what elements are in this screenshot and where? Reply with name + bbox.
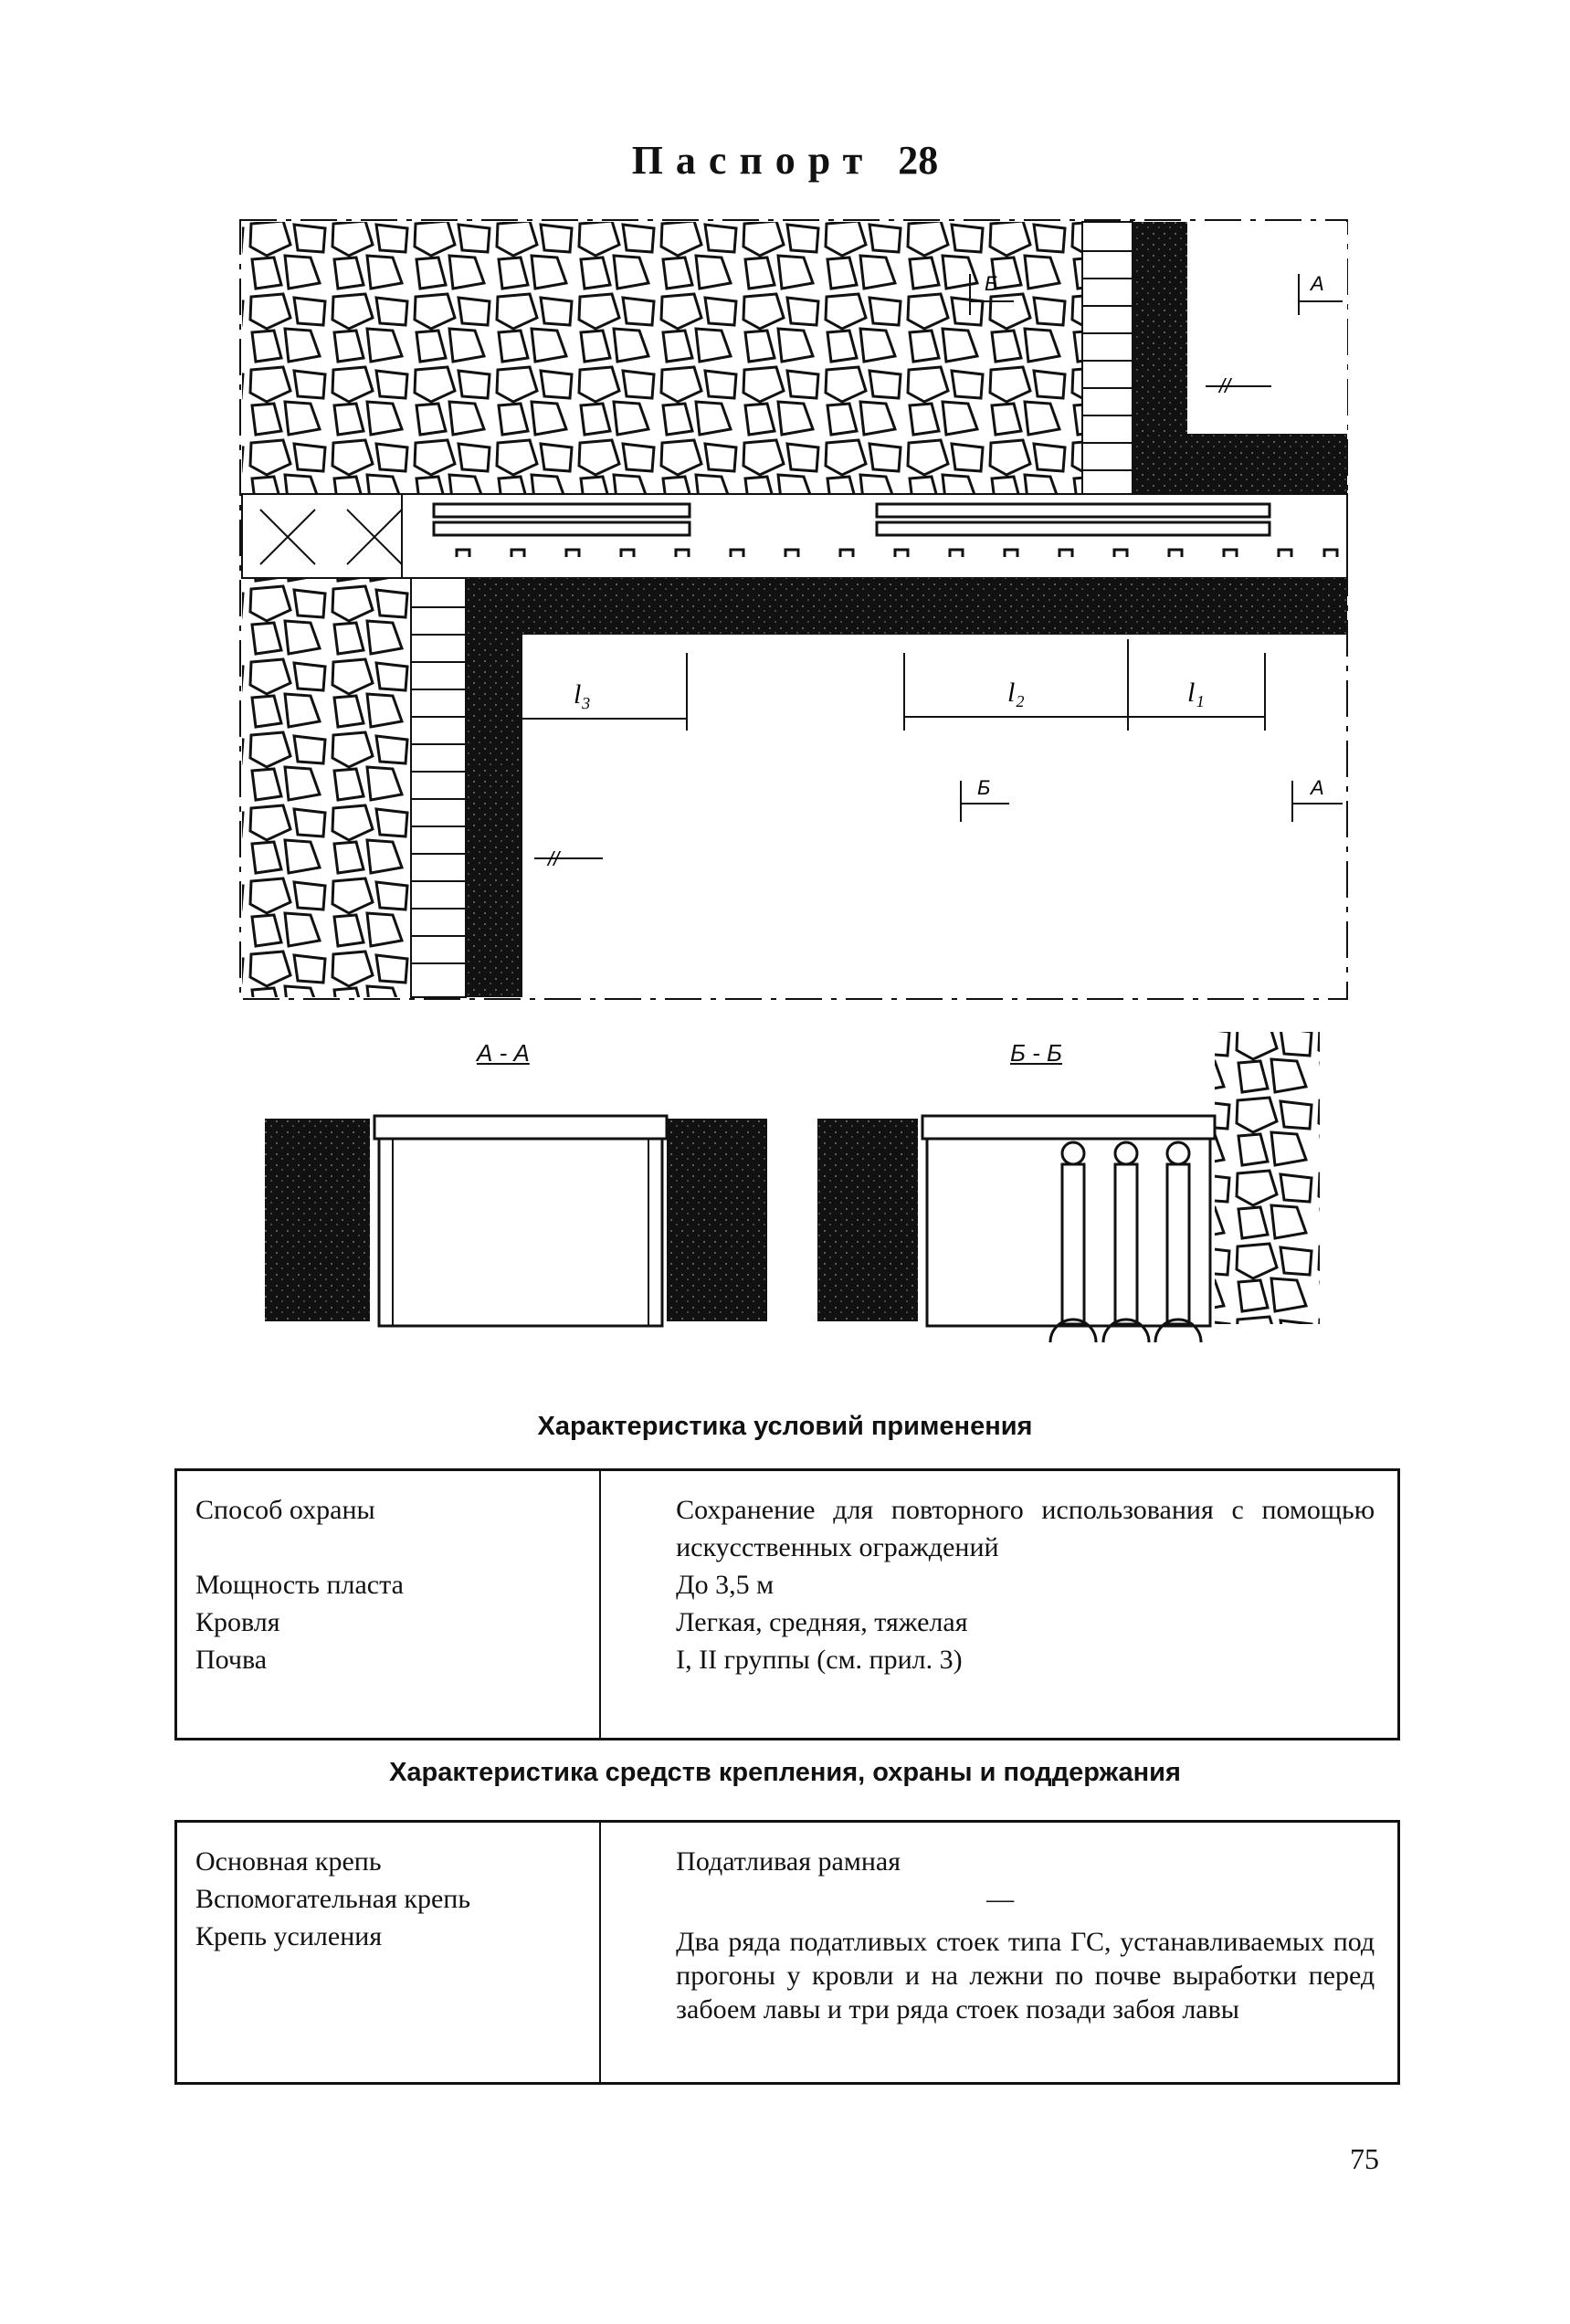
mark-b-top: Б <box>985 272 998 295</box>
support-table <box>174 1820 1400 2085</box>
dim-l3: l₃ <box>574 679 591 710</box>
dimension-lines <box>475 639 1265 731</box>
conditions-value: До 3,5 м <box>676 1570 774 1600</box>
title-word: Паспорт <box>631 138 876 183</box>
section-bb-drawing <box>817 1032 1320 1342</box>
support-heading: Характеристика средств крепления, охраны и поддержания <box>389 1758 1181 1787</box>
section-aa-label: А - А <box>477 1039 530 1067</box>
support-label: Крепь усиления <box>195 1921 383 1951</box>
section-bb-label: Б - Б <box>1010 1039 1062 1067</box>
conditions-label: Способ охраны <box>195 1495 375 1525</box>
direction-mark-bottom: // <box>548 847 560 870</box>
page-number: 75 <box>1350 2142 1379 2175</box>
conditions-heading: Характеристика условий применения <box>537 1412 1033 1441</box>
conditions-label: Почва <box>195 1645 268 1675</box>
support-value: — <box>986 1884 1015 1914</box>
dim-l1: l₁ <box>1187 678 1205 708</box>
conditions-label: Мощность пласта <box>195 1570 404 1600</box>
support-value: Два ряда податливых стоек типа ГС, устанавливаемых под прогоны у кровли и на лежни по почве выработки перед забоем лавы и три ряда стоек позади забоя лавы <box>676 1927 1375 2024</box>
goaf-rock-bottom <box>242 578 411 997</box>
support-label: Вспомогательная крепь <box>195 1884 471 1914</box>
coal-seam-upper <box>466 578 1347 635</box>
drift-top-right <box>1187 222 1347 434</box>
direction-mark-top: // <box>1219 374 1231 397</box>
brick-strip-top <box>1082 222 1133 494</box>
support-label: Основная крепь <box>195 1846 382 1877</box>
conditions-value: Сохранение для повторного использования с помощью искусственных ограждений <box>676 1495 1375 1562</box>
goaf-rock-top <box>242 222 1082 494</box>
section-aa-drawing <box>265 1116 767 1326</box>
conditions-label: Кровля <box>195 1607 280 1637</box>
mark-b-bottom: Б <box>977 776 991 799</box>
conditions-value: Легкая, средняя, тяжелая <box>676 1607 968 1637</box>
mark-a-bottom: А <box>1311 776 1324 799</box>
dim-l2: l₂ <box>1007 678 1025 708</box>
conditions-value: I, II группы (см. прил. 3) <box>676 1645 963 1675</box>
coal-seam-left <box>466 578 522 997</box>
support-value: Податливая рамная <box>676 1846 901 1877</box>
mark-a-top: А <box>1311 272 1324 295</box>
brick-strip-bottom <box>411 578 466 997</box>
conditions-table <box>174 1468 1400 1740</box>
title-number: 28 <box>898 138 939 183</box>
